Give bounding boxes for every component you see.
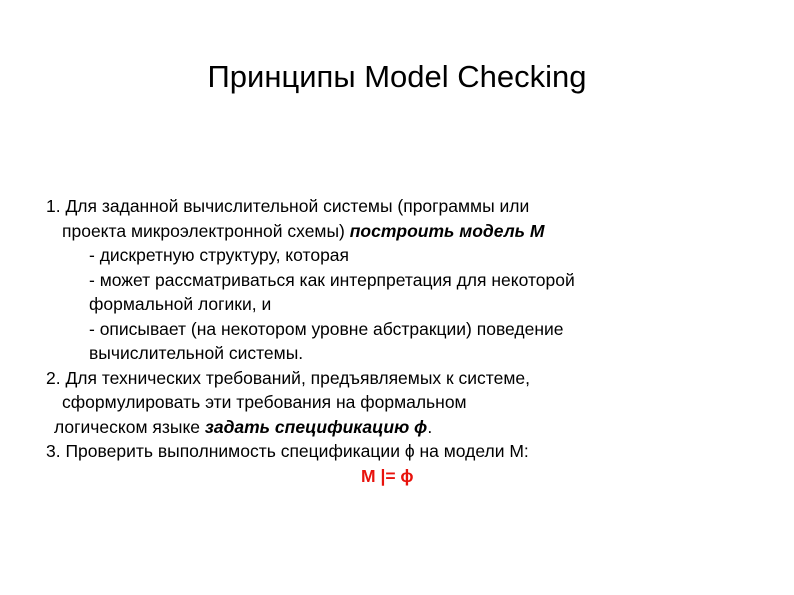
item-2-line-1: 2. Для технических требований, предъявляемых к системе, (46, 367, 530, 388)
item-1-sub-2-line-1: - может рассматриваться как интерпретация для некоторой (89, 269, 575, 290)
slide-body (46, 194, 766, 488)
item-1-sub-2-line-2: формальной логики, и (89, 294, 272, 314)
item-1-emphasis: построить модель M (349, 220, 545, 241)
item-2-line-2: сформулировать эти требования на формальном (62, 392, 467, 412)
item-1-line-2-text: проекта микроэлектронной схемы) (62, 220, 350, 241)
item-2-line-3-end: . (427, 416, 433, 437)
item-2-emphasis: задать спецификацию ϕ (204, 416, 428, 437)
item-1-sub-3-line-1: - описывает (на некотором уровне абстракции) поведение (89, 318, 564, 339)
satisfaction-formula: M |= ϕ (361, 465, 414, 486)
item-2-line-3 (46, 415, 766, 440)
item-1-sub-3-line-2: вычислительной системы. (89, 343, 304, 363)
item-1-sub-1: - дискретную структуру, которая (89, 245, 350, 265)
slide-title: Принципы Model Checking (207, 59, 587, 94)
item-1-line-2 (46, 219, 766, 244)
item-1-line-1: 1. Для заданной вычислительной системы (программы или (46, 196, 530, 216)
item-3-line-1: 3. Проверить выполнимость спецификации ϕ на модели M: (46, 441, 529, 461)
item-2-line-3-text: логическом языке (54, 416, 205, 437)
